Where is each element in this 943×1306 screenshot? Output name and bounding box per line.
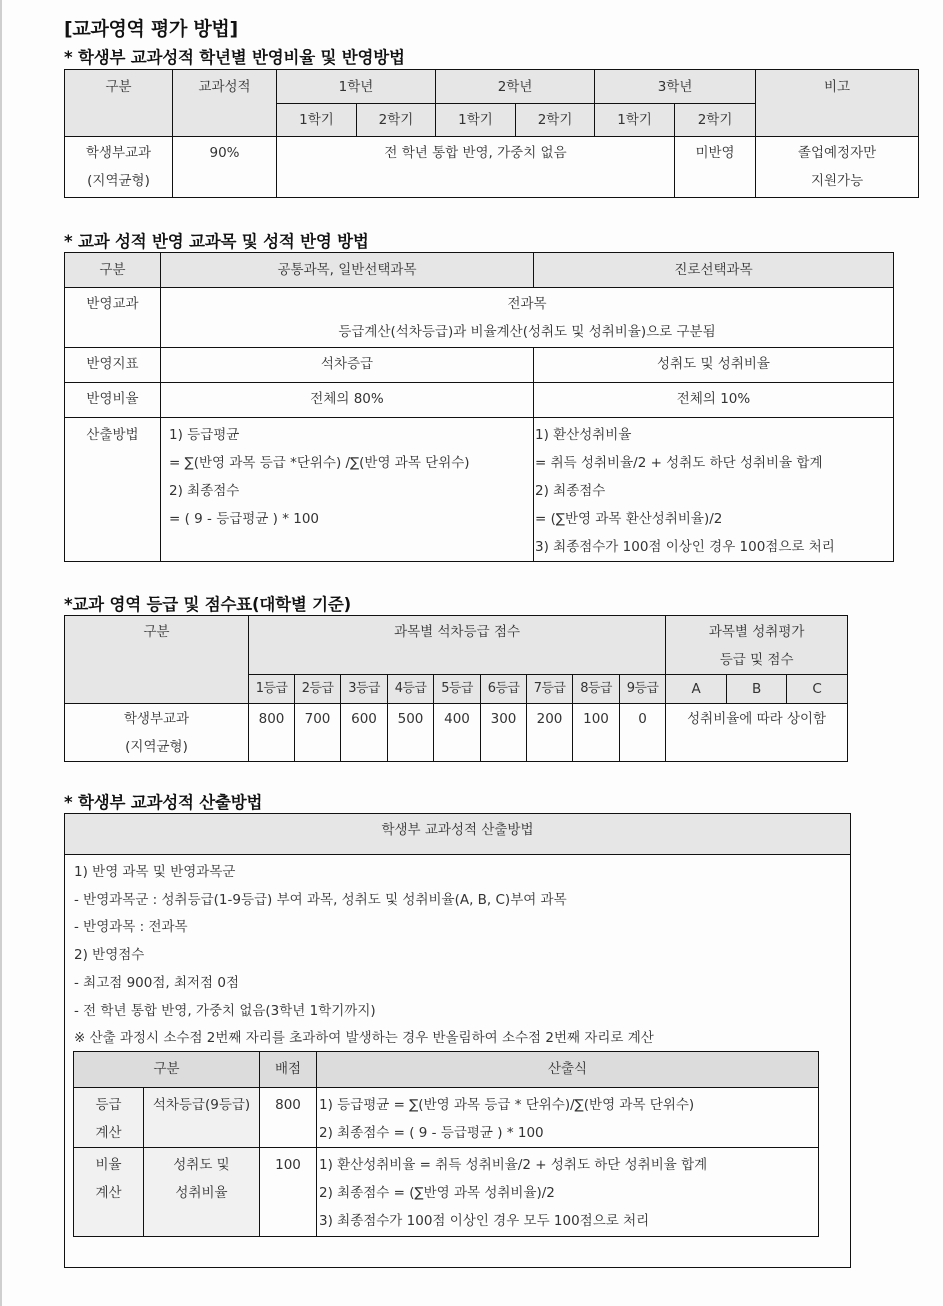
calc-line: 2) 반영점수 <box>74 947 145 964</box>
row-ratio-calc-points: 100 <box>260 1148 317 1237</box>
score-grade-4: 500 <box>388 704 434 762</box>
calc-method-box-title: 학생부 교과성적 산출방법 <box>65 814 850 855</box>
header-year2: 2학년 <box>436 70 595 104</box>
row-index-common: 석차증급 <box>161 348 534 383</box>
header-grade-2: 2등급 <box>295 675 341 704</box>
page-title: [교과영역 평가 방법] <box>64 18 238 40</box>
row-subjects-label: 반영교과 <box>65 288 161 348</box>
header-common: 공통과목, 일반선택과목 <box>161 253 534 288</box>
header-points: 배점 <box>260 1052 317 1088</box>
row-grade-calc-type: 석차등급(9등급) <box>144 1088 260 1148</box>
row-method-career: 1) 환산성취비율 = 취득 성취비율/2 + 성취도 하단 성취비율 합계 2) 최종점수 = (∑반영 과목 환산성취비율)/2 3) 최종점수가 100점 이상인 경우 100점으로 처리 <box>534 418 894 562</box>
section2-heading: * 교과 성적 반영 교과목 및 성적 반영 방법 <box>64 232 369 251</box>
header-grade-5: 5등급 <box>434 675 481 704</box>
row-index-career: 성취도 및 성취비율 <box>534 348 894 383</box>
score-grade-2: 700 <box>295 704 341 762</box>
header-category: 구분 <box>65 616 249 704</box>
calc-formula-table <box>73 1051 819 1237</box>
row-ratio-common: 전체의 80% <box>161 383 534 418</box>
row-category: 학생부교과 (지역균형) <box>65 704 249 762</box>
calc-line: - 반영과목군 : 성취등급(1-9등급) 부여 과목, 성취도 및 성취비율(A, B, C)부여 과목 <box>74 891 567 908</box>
header-category: 구분 <box>65 253 161 288</box>
header-grade-6: 6등급 <box>481 675 527 704</box>
subject-method-table <box>64 252 894 562</box>
header-year3: 3학년 <box>595 70 756 104</box>
header-grade-1: 1등급 <box>249 675 295 704</box>
calc-line: - 최고점 900점, 최저점 0점 <box>74 974 240 991</box>
header-grade-4: 4등급 <box>388 675 434 704</box>
row-category: 학생부교과 (지역균형) <box>65 137 173 198</box>
row-note: 졸업예정자만 지원가능 <box>756 137 919 198</box>
row-method-common: 1) 등급평균 = ∑(반영 과목 등급 *단위수) /∑(반영 과목 단위수) 2) 최종점수 = ( 9 - 등급평균 ) * 100 <box>161 418 534 562</box>
header-note: 비고 <box>756 70 919 137</box>
header-category: 구분 <box>74 1052 260 1088</box>
row-reflection: 전 학년 통합 반영, 가중치 없음 <box>277 137 675 198</box>
calc-method-lines <box>65 855 850 1053</box>
header-letter-b: B <box>727 675 787 704</box>
score-grade-1: 800 <box>249 704 295 762</box>
row-ratio-calc-group: 비율 계산 <box>74 1148 144 1237</box>
header-year1: 1학년 <box>277 70 436 104</box>
row-subjects-value: 전과목 등급계산(석차등급)과 비율계산(성취도 및 성취비율)으로 구분됨 <box>161 288 894 348</box>
score-grade-5: 400 <box>434 704 481 762</box>
row-ratio-label: 반영비율 <box>65 383 161 418</box>
row-grade-score: 90% <box>173 137 277 198</box>
header-y2-sem2: 2학기 <box>516 104 595 137</box>
score-grade-8: 100 <box>573 704 620 762</box>
header-grade-9: 9등급 <box>620 675 666 704</box>
header-achievement: 과목별 성취평가 등급 및 점수 <box>666 616 848 675</box>
section3-heading: *교과 영역 등급 및 점수표(대학별 기준) <box>64 595 351 614</box>
achievement-score: 성취비율에 따라 상이함 <box>666 704 848 762</box>
header-y3-sem2: 2학기 <box>675 104 756 137</box>
header-category: 구분 <box>65 70 173 137</box>
row-ratio-career: 전체의 10% <box>534 383 894 418</box>
calc-line: - 전 학년 통합 반영, 가중치 없음(3학년 1학기까지) <box>74 1002 376 1019</box>
header-grade-8: 8등급 <box>573 675 620 704</box>
header-grade-7: 7등급 <box>527 675 573 704</box>
score-grade-3: 600 <box>341 704 388 762</box>
header-letter-c: C <box>787 675 848 704</box>
row-index-label: 반영지표 <box>65 348 161 383</box>
calc-line: ※ 산출 과정시 소수점 2번째 자리를 초과하여 발생하는 경우 반올림하여 소수점 2번째 자리로 계산 <box>74 1030 654 1047</box>
score-grade-6: 300 <box>481 704 527 762</box>
header-letter-a: A <box>666 675 727 704</box>
header-rank-score: 과목별 석차등급 점수 <box>249 616 666 675</box>
yearly-ratio-table <box>64 69 919 198</box>
header-grade-3: 3등급 <box>341 675 388 704</box>
header-y2-sem1: 1학기 <box>436 104 516 137</box>
calc-line: - 반영과목 : 전과목 <box>74 919 188 936</box>
row-y3s2-excluded: 미반영 <box>675 137 756 198</box>
score-grade-9: 0 <box>620 704 666 762</box>
score-grade-7: 200 <box>527 704 573 762</box>
row-method-label: 산출방법 <box>65 418 161 562</box>
row-grade-calc-group: 등급 계산 <box>74 1088 144 1148</box>
header-y1-sem2: 2학기 <box>357 104 436 137</box>
grade-score-table <box>64 615 848 762</box>
row-ratio-calc-type: 성취도 및 성취비율 <box>144 1148 260 1237</box>
section1-heading: * 학생부 교과성적 학년별 반영비율 및 반영방법 <box>64 48 405 67</box>
section4-heading: * 학생부 교과성적 산출방법 <box>64 793 263 812</box>
header-y3-sem1: 1학기 <box>595 104 675 137</box>
header-formula: 산출식 <box>317 1052 819 1088</box>
left-edge-bar <box>0 0 2 1306</box>
row-grade-calc-points: 800 <box>260 1088 317 1148</box>
header-career: 진로선택과목 <box>534 253 894 288</box>
calc-line: 1) 반영 과목 및 반영과목군 <box>74 864 236 880</box>
header-y1-sem1: 1학기 <box>277 104 357 137</box>
row-grade-calc-formula: 1) 등급평균 = ∑(반영 과목 등급 * 단위수)/∑(반영 과목 단위수) 2) 최종점수 = ( 9 - 등급평균 ) * 100 <box>317 1088 819 1148</box>
header-grade-score: 교과성적 <box>173 70 277 137</box>
row-ratio-calc-formula: 1) 환산성취비율 = 취득 성취비율/2 + 성취도 하단 성취비율 합계 2) 최종점수 = (∑반영 과목 성취비율)/2 3) 최종점수가 100점 이상인 경우 모두 100점으로 처리 <box>317 1148 819 1237</box>
